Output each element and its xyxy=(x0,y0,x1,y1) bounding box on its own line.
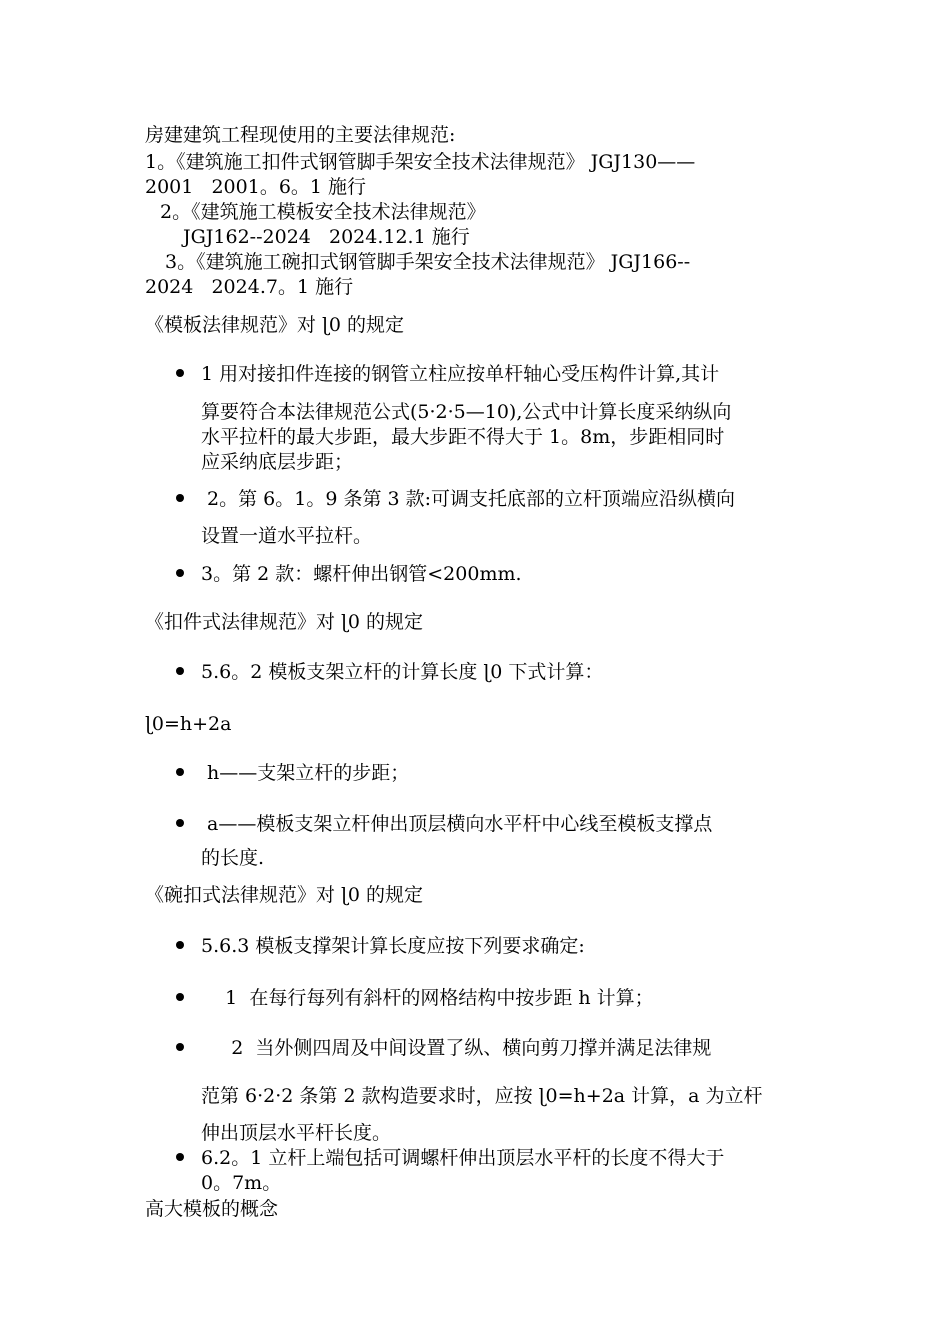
bullet-icon xyxy=(176,993,184,1001)
formwork-b1-line-2: 算要符合本法律规范公式(5·2·5—10),公式中计算长度采纳纵向 xyxy=(201,401,732,423)
formwork-b2-line-1: 2。第 6。1。9 条第 3 款:可调支托底部的立杆顶端应沿纵横向 xyxy=(201,488,736,510)
bowl-b4-line-1: 6.2。1 立杆上端包括可调螺杆伸出顶层水平杆的长度不得大于 xyxy=(201,1147,725,1169)
bullet-icon xyxy=(176,569,184,577)
bullet-icon xyxy=(176,1153,184,1161)
next-heading: 高大模板的概念 xyxy=(145,1198,279,1220)
bowl-b4-line-2: 0。7m。 xyxy=(201,1172,282,1194)
intro-item-3-line-1: 3。《建筑施工碗扣式钢管脚手架安全技术法律规范》 JGJ166-- xyxy=(165,251,691,273)
intro-title: 房建建筑工程现使用的主要法律规范: xyxy=(145,124,456,146)
bowl-b2: 1 在每行每列有斜杆的网格结构中按步距 h 计算； xyxy=(201,987,654,1009)
bullet-icon xyxy=(176,667,184,675)
coupler-b3-line-2: 的长度. xyxy=(201,847,265,869)
coupler-formula: ɭ0=h+2a xyxy=(145,713,232,735)
coupler-heading: 《扣件式法律规范》对 ɭ0 的规定 xyxy=(145,611,424,633)
formwork-heading: 《模板法律规范》对 ɭ0 的规定 xyxy=(145,314,405,336)
bullet-icon xyxy=(176,369,184,377)
formwork-b3: 3。第 2 款：螺杆伸出钢管<200mm. xyxy=(201,563,522,585)
intro-item-3-line-2: 2024 2024.7。1 施行 xyxy=(145,276,354,298)
bullet-icon xyxy=(176,941,184,949)
intro-item-1-line-1: 1。《建筑施工扣件式钢管脚手架安全技术法律规范》 JGJ130—— xyxy=(145,151,696,173)
bowl-b3-line-1: 2 当外侧四周及中间设置了纵、横向剪刀撑并满足法律规 xyxy=(201,1037,712,1059)
bowl-heading: 《碗扣式法律规范》对 ɭ0 的规定 xyxy=(145,884,424,906)
formwork-b1-line-4: 应采纳底层步距； xyxy=(201,451,354,473)
bullet-icon xyxy=(176,819,184,827)
formwork-b1-line-1: 1 用对接扣件连接的钢管立柱应按单杆轴心受压构件计算,其计 xyxy=(201,363,720,385)
coupler-b2: h——支架立杆的步距； xyxy=(201,762,410,784)
intro-item-2-line-1: 2。《建筑施工模板安全技术法律规范》 xyxy=(160,201,486,223)
bowl-b3-line-2: 范第 6·2·2 条第 2 款构造要求时，应按 ɭ0=h+2a 计算，a 为立杆 xyxy=(201,1085,763,1107)
bullet-icon xyxy=(176,1043,184,1051)
bowl-b3-line-3: 伸出顶层水平杆长度。 xyxy=(201,1122,392,1144)
formwork-b2-line-2: 设置一道水平拉杆。 xyxy=(201,525,373,547)
coupler-b3-line-1: a——模板支架立杆伸出顶层横向水平杆中心线至模板支撑点 xyxy=(201,813,713,835)
bullet-icon xyxy=(176,768,184,776)
intro-item-2-line-2: JGJ162--2024 2024.12.1 施行 xyxy=(183,226,470,248)
bullet-icon xyxy=(176,494,184,502)
coupler-b1: 5.6。2 模板支架立杆的计算长度 ɭ0 下式计算： xyxy=(201,661,604,683)
formwork-b1-line-3: 水平拉杆的最大步距，最大步距不得大于 1。8m，步距相同时 xyxy=(201,426,725,448)
intro-item-1-line-2: 2001 2001。6。1 施行 xyxy=(145,176,367,198)
bowl-b1: 5.6.3 模板支撑架计算长度应按下列要求确定: xyxy=(201,935,585,957)
